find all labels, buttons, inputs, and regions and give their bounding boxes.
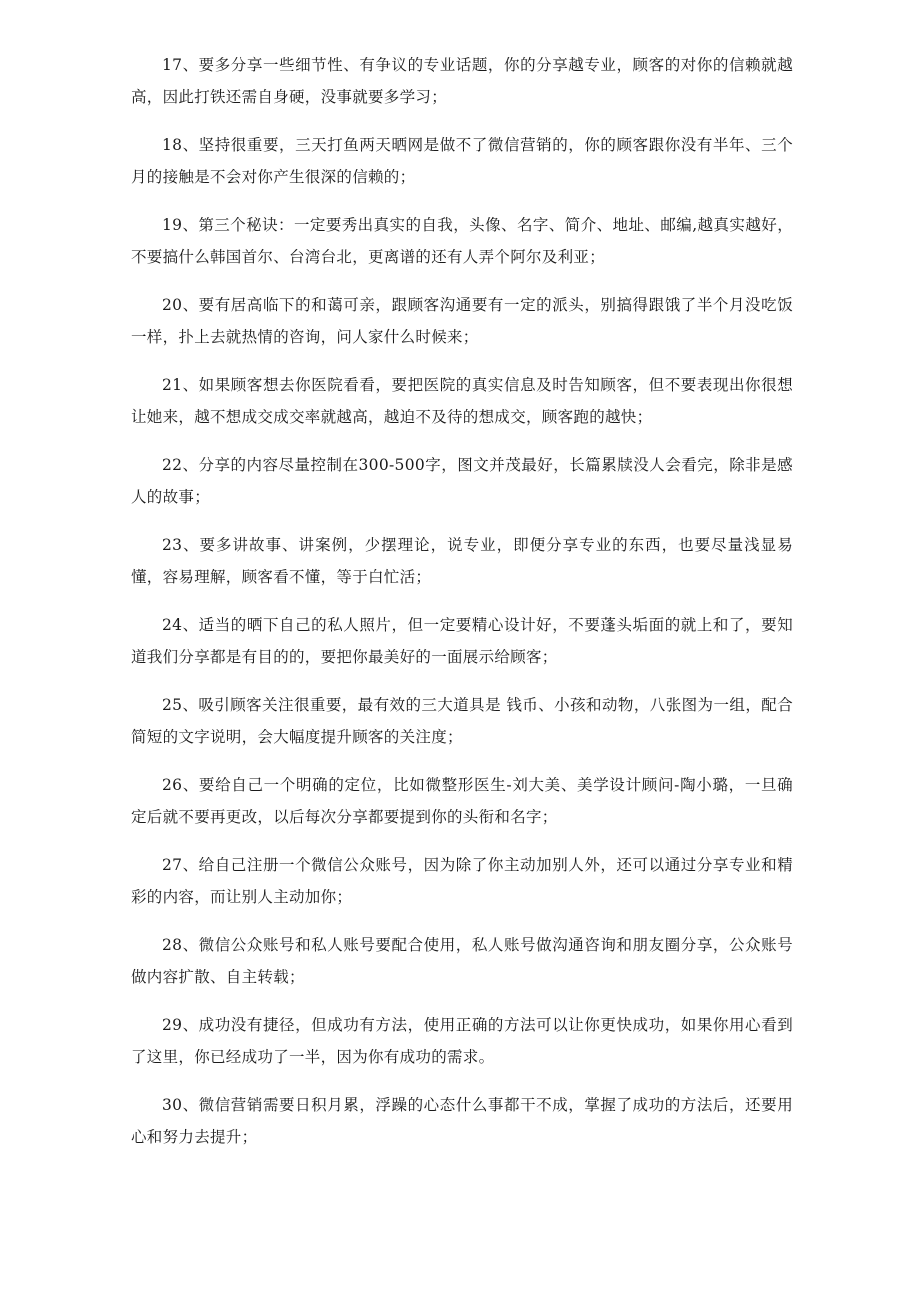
paragraph-21: 21、如果顾客想去你医院看看，要把医院的真实信息及时告知顾客，但不要表现出你很想让她来，越不想成交成交率就越高，越迫不及待的想成交，顾客跑的越快； [131, 376, 793, 426]
paragraph-18: 18、坚持很重要，三天打鱼两天晒网是做不了微信营销的，你的顾客跟你没有半年、三个月的接触是不会对你产生很深的信赖的； [131, 136, 793, 186]
paragraph-26: 26、要给自己一个明确的定位，比如微整形医生-刘大美、美学设计顾问-陶小璐，一旦确定后就不要再更改，以后每次分享都要提到你的头衔和名字； [131, 776, 793, 826]
paragraph-30: 30、微信营销需要日积月累，浮躁的心态什么事都干不成，掌握了成功的方法后，还要用心和努力去提升； [131, 1096, 793, 1146]
paragraph-20: 20、要有居高临下的和蔼可亲，跟顾客沟通要有一定的派头，别搞得跟饿了半个月没吃饭一样，扑上去就热情的咨询，问人家什么时候来； [131, 296, 793, 346]
paragraph-29: 29、成功没有捷径，但成功有方法，使用正确的方法可以让你更快成功，如果你用心看到了这里，你已经成功了一半，因为你有成功的需求。 [131, 1016, 793, 1066]
paragraph-19: 19、第三个秘诀：一定要秀出真实的自我，头像、名字、简介、地址、邮编,越真实越好，不要搞什么韩国首尔、台湾台北，更离谱的还有人弄个阿尔及利亚； [131, 216, 793, 266]
paragraph-25: 25、吸引顾客关注很重要，最有效的三大道具是 钱币、小孩和动物，八张图为一组，配合简短的文字说明，会大幅度提升顾客的关注度； [131, 696, 793, 746]
document-page [131, 49, 793, 1169]
paragraph-28: 28、微信公众账号和私人账号要配合使用，私人账号做沟通咨询和朋友圈分享，公众账号做内容扩散、自主转载； [131, 936, 793, 986]
paragraph-23: 23、要多讲故事、讲案例，少摆理论，说专业，即便分享专业的东西，也要尽量浅显易懂，容易理解，顾客看不懂，等于白忙活； [131, 536, 793, 586]
paragraph-17: 17、要多分享一些细节性、有争议的专业话题，你的分享越专业，顾客的对你的信赖就越高，因此打铁还需自身硬，没事就要多学习； [131, 56, 793, 106]
paragraph-22: 22、分享的内容尽量控制在300-500字，图文并茂最好，长篇累牍没人会看完，除非是感人的故事； [131, 456, 793, 506]
paragraph-27: 27、给自己注册一个微信公众账号，因为除了你主动加别人外，还可以通过分享专业和精彩的内容，而让别人主动加你； [131, 856, 793, 906]
paragraph-24: 24、适当的晒下自己的私人照片，但一定要精心设计好，不要蓬头垢面的就上和了，要知道我们分享都是有目的的，要把你最美好的一面展示给顾客； [131, 616, 793, 666]
